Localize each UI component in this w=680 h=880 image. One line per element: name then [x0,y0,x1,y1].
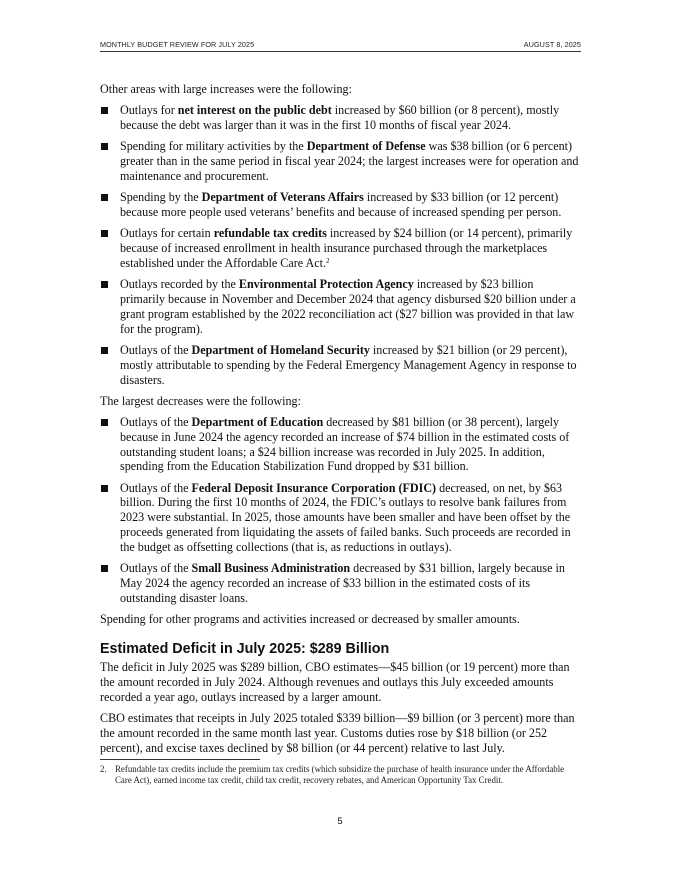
bullet-square-icon [101,485,108,492]
bullet-square-icon [101,143,108,150]
body-content [100,82,581,762]
bullet-square-icon [101,281,108,288]
list-item: Spending by the Department of Veterans Affairs increased by $33 billion (or 12 percent) because more people used veterans’ benefits and because of increased spending per person. [100,190,581,220]
decreases-intro: The largest decreases were the following: [100,393,301,408]
footnote [100,764,581,786]
decreases-list [100,415,581,606]
footnote-number: 2. [100,764,107,774]
bullet-square-icon [101,107,108,114]
footnote-text: Refundable tax credits include the premium tax credits (which subsidize the purchase of health insurance under the Affordable Care Act), earned income tax credit, child tax credit, recovery rebates, and American Opportunity Tax Credit. [115,764,565,786]
section-heading: Estimated Deficit in July 2025: $289 Billion [100,641,390,658]
increases-list [100,103,581,387]
deficit-paragraph-1: The deficit in July 2025 was $289 billion, CBO estimates—$45 billion (or 19 percent) more than the amount recorded in July 2024. Although revenues and outlays this July exceeded amounts recorded a year ago, outlays increased by a larger amount. [100,660,570,704]
bullet-square-icon [101,565,108,572]
list-item: Outlays of the Department of Education decreased by $81 billion (or 38 percent), largely because in June 2024 the agency recorded an increase of $74 billion in the estimated costs of outstanding student loans; a $24 billion increase was recorded in July 2025. In addition, spending from the Education Stabilization Fund dropped by $31 billion. [100,415,581,475]
bullet-square-icon [101,230,108,237]
bullet-square-icon [101,194,108,201]
list-item: Spending for military activities by the Department of Defense was $38 billion (or 6 percent) greater than in the same period in fiscal year 2024; the largest increases were for operation and maintenance and procurement. [100,139,581,184]
list-item: Outlays of the Federal Deposit Insurance Corporation (FDIC) decreased, on net, by $63 billion. During the first 10 months of 2024, the FDIC’s outlays to resolve bank failures from 2023 were substantial. In 2025, those amounts have been smaller and have been offset by the proceeds generated from liquidating the assets of failed banks. Such proceeds are recorded in the budget as offsetting collections (that is, as reductions in outlays). [100,481,581,556]
page-number: 5 [337,816,343,827]
footnote-ref[interactable]: 2 [325,256,330,265]
list-item: Outlays of the Department of Homeland Security increased by $21 billion (or 29 percent), mostly attributable to spending by the Federal Emergency Management Agency in response to disasters. [100,343,581,388]
running-header [100,40,581,52]
header-date: AUGUST 8, 2025 [523,40,581,49]
list-item: Outlays for net interest on the public debt increased by $60 billion (or 8 percent), mostly because the debt was larger than it was in the first 10 months of fiscal year 2024. [100,103,581,133]
list-item: Outlays of the Small Business Administration decreased by $31 billion, largely because in May 2024 the agency recorded an increase of $33 billion in the estimated costs of its outstanding disaster loans. [100,561,581,606]
header-title: MONTHLY BUDGET REVIEW FOR JULY 2025 [100,40,255,49]
bullet-square-icon [101,419,108,426]
other-spending-paragraph: Spending for other programs and activities increased or decreased by smaller amounts. [100,612,520,627]
increases-intro: Other areas with large increases were the following: [100,82,352,96]
deficit-paragraph-2: CBO estimates that receipts in July 2025 totaled $339 billion—$9 billion (or 3 percent) more than the amount recorded in the same month last year. Customs duties rose by $18 billion (or 252 percent), and excise taxes declined by $8 billion (or 44 percent) relative to last July. [100,710,575,755]
bullet-square-icon [101,347,108,354]
list-item: Outlays for certain refundable tax credits increased by $24 billion (or 14 percent), primarily because of increased enrollment in health insurance purchased through the marketplaces established under the Affordable Care Act.$^2$ [100,226,581,271]
list-item: Outlays recorded by the Environmental Protection Agency increased by $23 billion primarily because in November and December 2024 that agency disbursed $20 billion under a grant program established by the 2022 reconciliation act ($27 billion was provided in that law for the program). [100,277,581,337]
footnote-divider [100,759,260,760]
